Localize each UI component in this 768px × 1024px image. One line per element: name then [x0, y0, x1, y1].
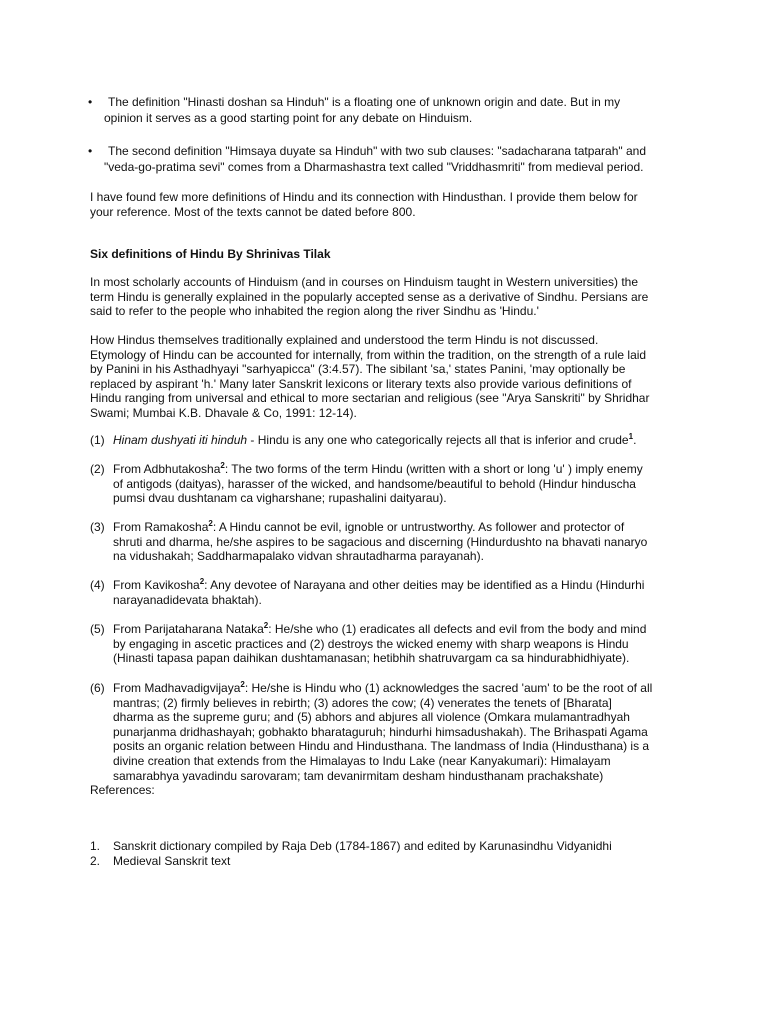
footnote-marker: 2 [220, 461, 225, 470]
definition-line: dharma as the supreme guru; and (5) abhors and abjures all violence (Omkara mulamantradhyah [113, 710, 630, 725]
definition-line: : He/she is Hindu who (1) acknowledges the sacred 'aum' to be the root of all [244, 681, 653, 695]
paragraph-line: by Panini in his Asthadhyayi "sarhyapicca" (3:4.57). The sibilant 'sa,' states Panini, 'may optionally be [90, 362, 626, 377]
paragraph-line: In most scholarly accounts of Hinduism (and in courses on Hinduism taught in Western universities) the [90, 275, 639, 289]
etymology-paragraph [90, 333, 690, 421]
paragraph-line: replaced by aspirant 'h.' Many later Sanskrit lexicons or literary texts also provide various definitions of [90, 376, 632, 391]
bullet-icon: • [88, 95, 93, 109]
definition-tail: . [633, 433, 637, 447]
paragraph-line: term Hindu is generally explained in the popularly accepted sense as a derivative of Sindhu. Persians are [90, 289, 649, 304]
definition-text [113, 433, 690, 448]
definition-source: From Adbhutakosha [113, 462, 221, 476]
intro-paragraph [90, 190, 690, 219]
definition-number: (6) [90, 681, 105, 695]
definition-number: (4) [90, 578, 105, 592]
reference-text: Medieval Sanskrit text [113, 854, 231, 868]
reference-number: 1. [90, 839, 101, 853]
definition-line: (Hinasti tapasa papan daihikan dushtamanasan; hetibhih shatruvargam ca sa hindurabhidhiyate). [113, 651, 630, 666]
definition-line: of antigods (daityas), harasser of the wicked, and handsome/beautiful to behold (Hindur hinduscha [113, 476, 636, 491]
definition-line: : Any devotee of Narayana and other deities may be identified as a Hindu (Hindurhi [204, 578, 645, 592]
definition-line: posits an organic relation between Hindu and Hindusthana. The landmass of India (Hindusthana) is a [113, 739, 650, 754]
reference-text: Sanskrit dictionary compiled by Raja Deb (1784-1867) and edited by Karunasindhu Vidyanidhi [113, 839, 612, 853]
footnote-marker: 2 [199, 577, 205, 586]
definition-text [113, 578, 690, 607]
bullet-line: The definition "Hinasti doshan sa Hinduh" is a floating one of unknown origin and date. But in my [108, 95, 621, 109]
definition-text [113, 622, 690, 666]
bullet-line: opinion it serves as a good starting point for any debate on Hinduism. [104, 111, 473, 125]
paragraph-line: Hindu ranging from universal and ethical to more sectarian and religious (see "Arya Sanskriti" by Shridhar [90, 391, 650, 406]
definition-line: pumsi dvau dushtanam ca vigharshane; rupashalini daityarau). [113, 491, 447, 506]
definition-sanskrit: Hinam dushyati iti hinduh [113, 433, 248, 447]
definition-line: : He/she who (1) eradicates all defects and evil from the body and mind [268, 622, 647, 636]
footnote-marker: 2 [240, 680, 245, 689]
definition-text [113, 681, 690, 783]
definition-source: From Ramakosha [113, 520, 209, 534]
bullet-line: "veda-go-pratima sevi" comes from a Dharmashastra text called "Vriddhasmriti" from medieval period. [104, 160, 644, 174]
intro-line: I have found few more definitions of Hindu and its connection with Hindusthan. I provide them below for [90, 190, 638, 204]
paragraph-line: said to refer to the people who inhabited the region along the river Sindhu as 'Hindu.' [90, 304, 539, 319]
definition-line: punarjanma dridhashayah; gobhakto bharataguruh; hindurhi himsadushakah). The Brihaspati Agama [113, 724, 648, 739]
references-heading: References: [90, 783, 155, 797]
paragraph-line: Etymology of Hindu can be accounted for internally, from within the tradition, on the strength of a rule laid [90, 347, 647, 362]
intro-line: your reference. Most of the texts cannot be dated before 800. [90, 204, 416, 219]
definition-source: From Parijataharana Nataka [113, 622, 264, 636]
definition-source: From Kavikosha [113, 578, 200, 592]
definition-line: by engaging in ascetic practices and (2) destroys the wicked enemy with sharp weapons is Hindu [113, 636, 629, 651]
definition-text [113, 520, 690, 564]
definition-line: shruti and dharma, he/she aspires to be sagacious and discerning (Hindurdushto na bhavati nanaryo [113, 534, 648, 549]
definition-number: (3) [90, 520, 105, 534]
definition-line: mantras; (2) firmly believes in rebirth; (3) adores the cow; (4) venerates the tenets of [Bharata] [113, 695, 612, 710]
footnote-marker: 2 [208, 519, 213, 528]
bullet-icon: • [88, 144, 93, 158]
definition-line: divine creation that extends from the Himalayas to Indu Lake (near Kanyakumari): Himalayam [113, 753, 611, 768]
paragraph-line: How Hindus themselves traditionally explained and understood the term Hindu is not discussed. [90, 333, 599, 347]
scholarly-paragraph [90, 275, 690, 319]
section-heading: Six definitions of Hindu By Shrinivas Tilak [90, 247, 331, 261]
definition-number: (5) [90, 622, 105, 636]
definition-line: na vidushakah; Saddharmapalako vidvan shrautadharma parayanah). [113, 549, 484, 564]
definition-number: (2) [90, 462, 105, 476]
reference-number: 2. [90, 854, 101, 868]
definition-line: narayanadidevata bhaktah). [113, 592, 262, 607]
definition-line: : The two forms of the term Hindu (written with a short or long 'u' ) imply enemy [224, 462, 643, 476]
footnote-marker: 1 [628, 432, 634, 441]
definition-line: samarabhya yavadindu sarovaram; tam devanirmitam desham hindusthanam prachakshate) [113, 768, 604, 783]
definition-gloss: - Hindu is any one who categorically rejects all that is inferior and crude [247, 433, 629, 447]
footnote-marker: 2 [263, 621, 269, 630]
definition-number: (1) [90, 433, 105, 447]
definition-text [113, 462, 690, 506]
paragraph-line: Swami; Mumbai K.B. Dhavale & Co, 1991: 12-14). [90, 405, 357, 420]
definition-source: From Madhavadigvijaya [113, 681, 241, 695]
definition-line: : A Hindu cannot be evil, ignoble or untrustworthy. As follower and protector of [212, 520, 625, 534]
bullet-line: The second definition "Himsaya duyate sa Hinduh" with two sub clauses: "sadacharana tatparah" and [108, 144, 647, 158]
